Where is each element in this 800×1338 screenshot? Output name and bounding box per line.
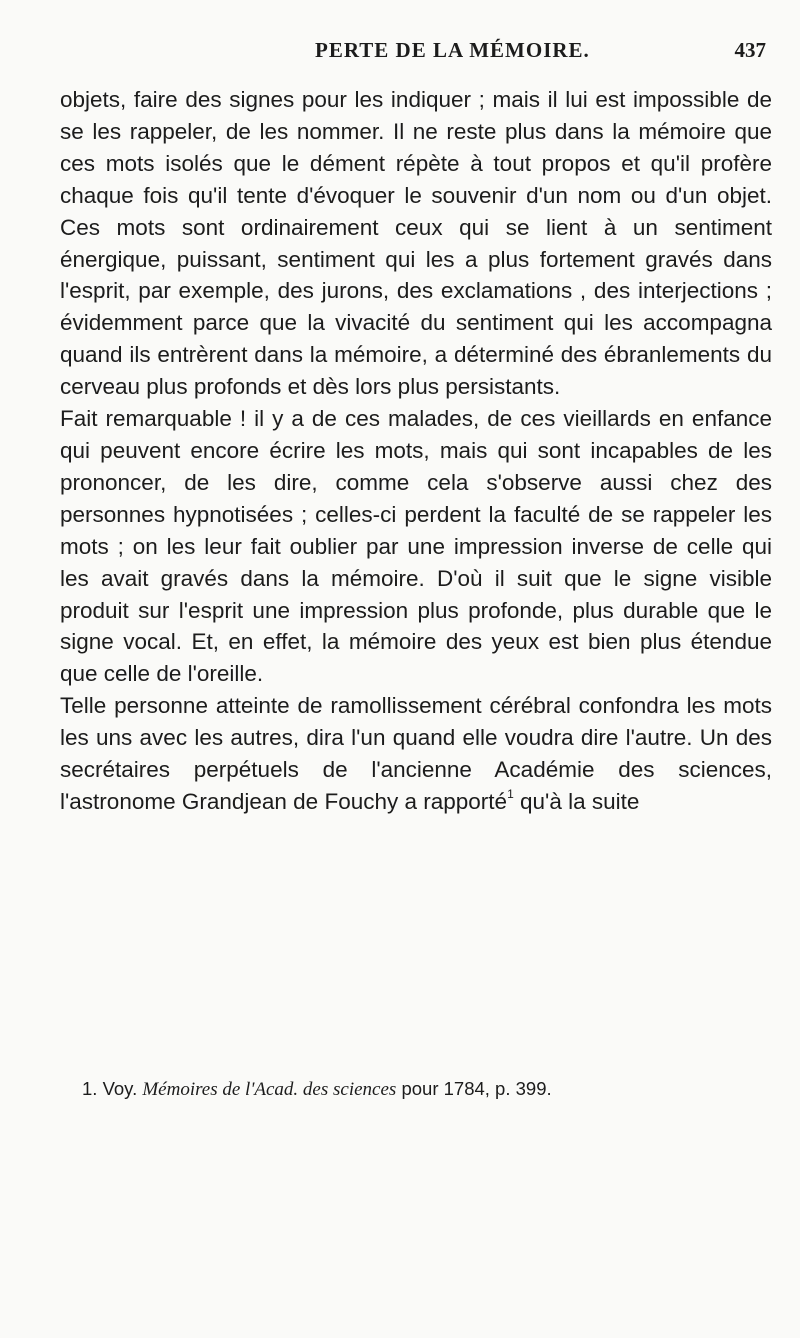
footnote-prefix: Voy. [102,1078,138,1099]
running-title: PERTE DE LA MÉMOIRE. [315,38,590,62]
footnote-suffix: pour 1784, p. 399. [401,1078,552,1099]
paragraph-2: Fait remarquable ! il y a de ces malades, de ces vieillards en enfance qui peuvent encore écrire les mots, mais qui sont incapables de les prononcer, de les dire, comme cela s'observe aussi chez des personnes hypnotisées ; celles-ci perdent la faculté de se rappeler les mots ; on les leur fait oublier par une impression inverse de celle qui les avait gravés dans la mémoire. D'où il suit que le signe visible produit sur l'esprit une impression plus profonde, plus durable que le signe vocal. Et, en effet, la mémoire des yeux est bien plus étendue que celle de l'oreille. [60,406,772,687]
footnote-number: 1. [82,1078,98,1099]
body-text [60,84,772,818]
page-header [60,38,766,68]
footnote-title: Mémoires de l'Acad. des sciences [142,1079,397,1100]
paragraph-1: objets, faire des signes pour les indiquer ; mais il lui est impossible de se les rappeler, de les nommer. Il ne reste plus dans la mémoire que ces mots isolés que le dément répète à tout propos et qu'il profère chaque fois qu'il tente d'évoquer le souvenir d'un nom ou d'un objet. Ces mots sont ordinairement ceux qui se lient à un sentiment énergique, puissant, sentiment qui les a plus fortement gravés dans l'esprit, par exemple, des jurons, des exclamations , des interjections ; évidemment parce que la vivacité du sentiment qui les accompagna quand ils entrèrent dans la mémoire, a déterminé des ébranlements du cerveau plus profonds et dès lors plus persistants. [60,87,772,400]
paragraph-3-text: Telle personne atteinte de ramollissement cérébral confondra les mots les uns avec les autres, dira l'un quand elle voudra dire l'autre. Un des secrétaires perpétuels de l'ancienne Académie des sciences, l'astronome Grandjean de Fouchy a rapporté [60,693,772,814]
paragraph-3-continuation: qu'à la suite [513,788,640,814]
page-number: 437 [734,38,766,62]
paragraph-3 [60,690,772,818]
footnote-reference: 1 [507,786,514,801]
footnote [60,1077,772,1102]
